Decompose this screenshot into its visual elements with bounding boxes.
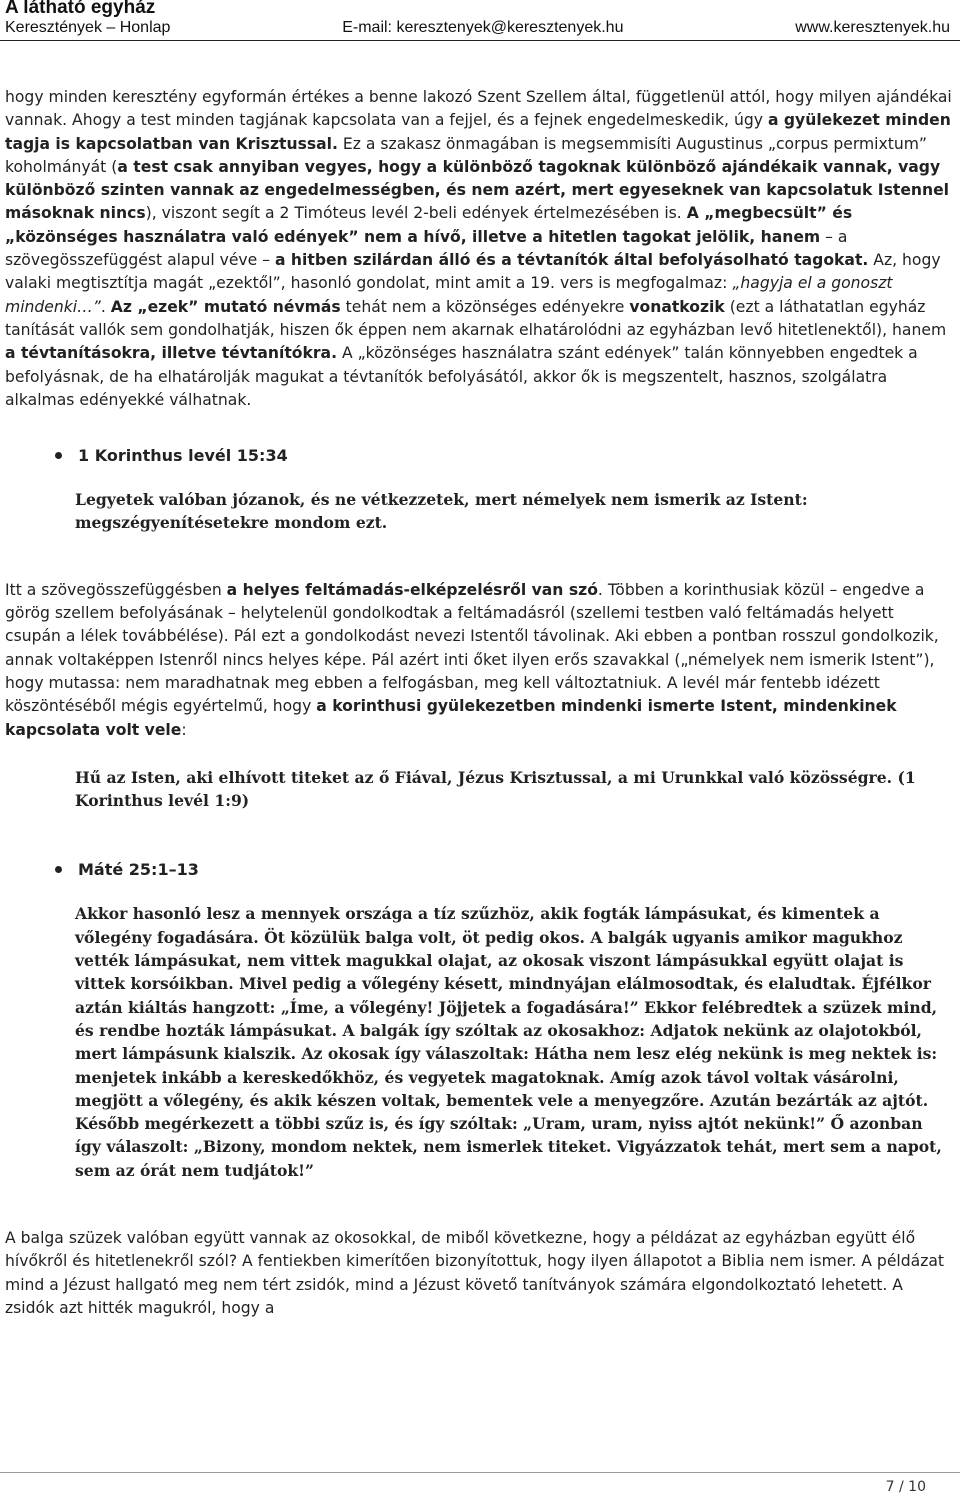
footer-divider (0, 1472, 960, 1473)
text-run: Ez a szakasz önmagában is megsemmisíti Augustinus „corpus permixtum” koholmányát ( (5, 134, 928, 176)
bold-run: Az „ezek” mutató névmás (110, 297, 341, 316)
bullet-icon (55, 452, 62, 459)
page-number: 7 / 10 (885, 1479, 926, 1495)
bible-quote-1: Legyetek valóban józanok, és ne vétkezzetek, mert némelyek nem ismerik az Istent: megszégyenítésetekre mondom ezt. (75, 490, 808, 533)
document-body (5, 86, 953, 1320)
paragraph-3: A balga szüzek valóban együtt vannak az okosokkal, de miből következne, hogy a példázat az egyházban együtt élő hívőkről és hitetlenekről szól? A fentiekben kimerítően bizonyítottuk, hogy ilyen állapotot a Biblia nem ismer. A példázat mind a Jézust hallgató meg nem tért zsidók, mind a Jézust követő tanítványok számára elgondolkoztató lehetett. A zsidók azt hitték magukról, hogy a (5, 1228, 945, 1317)
bold-run: a gyülekezet minden tagja is kapcsolatban van Krisztussal. (5, 111, 951, 153)
bible-quote-3: Akkor hasonló lesz a mennyek országa a tíz szűzhöz, akik fogták lámpásukat, és kimentek a vőlegény fogadására. Öt közülük balga volt, öt pedig okos. A balgák ugyanis amikor magukhoz vették lámpásukat, nem vittek magukkal olajat, az okosak viszont lámpásukkal együtt olajat is vittek korsóikban. Mivel pedig a vőlegény késett, mindnyájan elálmosodtak, és elaludtak. Éjfélkor aztán kiáltás hangzott: „Íme, a vőlegény! Jöjjetek a fogadására!” Ekkor felébredtek a szüzek mind, és rendbe hozták lámpásukat. A balgák így szóltak az okosakhoz: Adjatok nekünk az olajotokból, mert lámpásunk kialszik. Az okosak így válaszoltak: Hátha nem lesz elég nekünk is meg nektek is: menjetek inkább a kereskedőkhöz, és vegyetek magatoknak. Amíg azok távol voltak vásárolni, megjött a vőlegény, és akik készen voltak, bementek vele a menyegzőre. Azután bezárták az ajtót. Később megérkezett a többi szűz is, és így szóltak: „Uram, uram, nyiss ajtót nekünk!” Ő azonban így válaszolt: „Bizony, mondom nektek, nem ismerlek titeket. Vigyázzatok tehát, mert sem a napot, sem az órát nem tudjátok!” (75, 904, 942, 1180)
bible-reference-2 (5, 860, 953, 879)
bold-run: vonatkozik (629, 297, 725, 316)
text-run: . Többen a korinthusiak közül – engedve a görög szellem befolyásának – helytelenül gondolkodtak a feltámadásról (szellemi testben való feltámadás helyett csupán a lélek továbbélése). Pál ezt a gondolkodást nevezi Istentől távolinak. Aki ebben a pontban rosszul gondolkozik, annak voltaképpen Istenről nincs helyes képe. Pál azért inti őket ilyen erős szavakkal („némelyek nem ismerik Istent”), hogy mutassa: nem maradhatnak meg ebben a felfogásban, meg kell változtatniuk. A levél már fentebb idézett köszöntéséből mégis egyértelmű, hogy (5, 580, 939, 716)
bold-run: a helyes feltámadás-elképzelésről van szó (226, 580, 598, 599)
text-run: . (100, 297, 111, 316)
text-run: ), viszont segít a 2 Timóteus levél 2-beli edények értelmezésében is. (145, 204, 687, 223)
text-run: hogy minden keresztény egyformán értékes a benne lakozó Szent Szellem által, függetlenül attól, hogy milyen ajándékai vannak. Ahogy a test minden tagjának kapcsolata van a fejjel, és a fejnek engedelmeskedik, úgy (5, 88, 952, 130)
text-run: Az, hogy valaki megtisztítja magát „ezektől”, hasonló gondolat, mint amit a 19. vers is megfogalmaz: (5, 251, 941, 293)
italic-run: „hagyja el a gonoszt mindenki…” (5, 274, 893, 316)
text-run: tehát nem a közönséges edényekre (340, 297, 630, 316)
text-run: Itt a szövegösszefüggésben (5, 580, 227, 599)
bible-reference-1 (5, 446, 953, 465)
text-run: A „közönséges használatra szánt edények” talán könnyebben engedtek a befolyásnak, de ha elhatárolják magukat a tévtanítók befolyásától, akkor ők is megszentelt, hasznos, szolgálatra alkalmas edényekké válhatnak. (5, 344, 918, 409)
bold-run: a hitben szilárdan álló és a tévtanítók által befolyásolható tagokat. (274, 251, 869, 270)
home-link[interactable]: Keresztények – Honlap (5, 19, 171, 36)
text-run: – a szövegösszefüggést alapul véve – (5, 227, 848, 270)
reference-label: Máté 25:1–13 (78, 860, 199, 880)
bullet-icon (55, 866, 62, 873)
bold-run: a tévtanításokra, illetve tévtanítókra. (5, 344, 338, 363)
page-header (0, 0, 960, 40)
header-links (5, 19, 950, 37)
bold-run: a korinthusi gyülekezetben mindenki ismerte Istent, mindenkinek kapcsolata volt vele (5, 697, 897, 739)
paragraph-2 (5, 579, 953, 742)
bold-run: A „megbecsült” és „közönséges használatra való edények” nem a hívő, illetve a hitetlen tagokat jelölik, hanem (5, 204, 853, 246)
website-link[interactable]: www.keresztenyek.hu (795, 19, 950, 36)
paragraph-1 (5, 86, 953, 412)
bible-quote-2: Hű az Isten, aki elhívott titeket az ő Fiával, Jézus Krisztussal, a mi Urunkkal való közösségre. (1 Korinthus levél 1:9) (75, 767, 916, 811)
document-title: A látható egyház (5, 0, 156, 18)
reference-label: 1 Korinthus levél 15:34 (78, 446, 288, 466)
header-divider (0, 40, 960, 41)
text-run: (ezt a láthatatlan egyház tanítását vallók sem gondolhatják, hiszen ők éppen nem akarnak elhatárolódni az egyházban levő hitetlenektől), hanem (5, 297, 947, 339)
email-link[interactable]: E-mail: keresztenyek@keresztenyek.hu (342, 19, 624, 36)
text-run: : (181, 720, 187, 739)
bold-run: a test csak annyiban vegyes, hogy a különböző tagoknak különböző ajándékaik vannak, vagy különböző szinten vannak az engedelmességben, és nem azért, mert egyeseknek van kapcsolatuk Istennel másoknak nincs (5, 157, 950, 223)
